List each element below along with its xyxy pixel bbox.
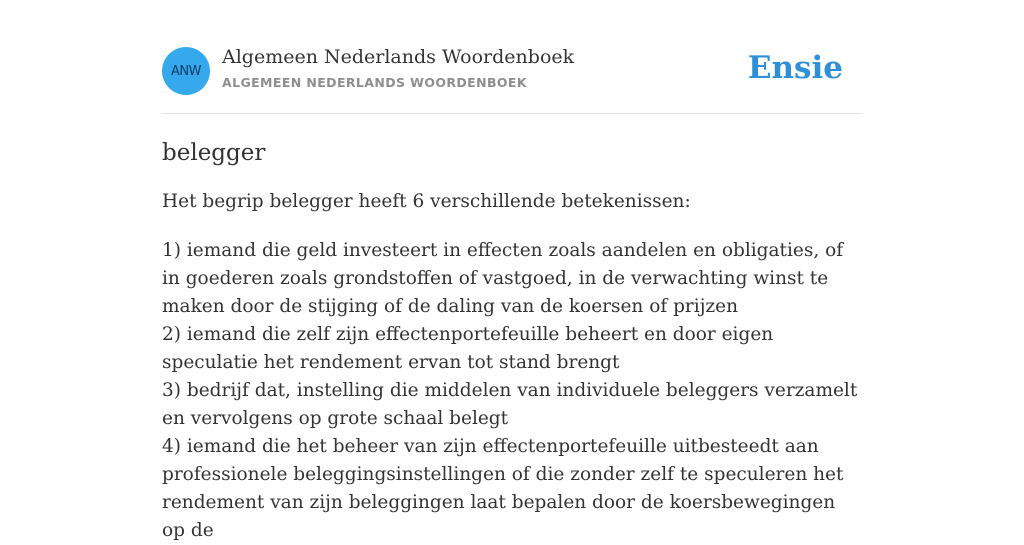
meaning-item: 4) iemand die het beheer van zijn effectenportefeuille uitbesteedt aan professionele beleggingsinstellingen of die zonder zelf te speculeren het rendement van zijn beleggingen laat bepalen door de koersbewegingen op de [162, 436, 844, 541]
meanings-list [162, 237, 862, 545]
ensie-logo-link[interactable]: Ensie [747, 50, 843, 86]
entry-intro: Het begrip belegger heeft 6 verschillende betekenissen: [162, 191, 691, 212]
meaning-item: 1) iemand die geld investeert in effecten zoals aandelen en obligaties, of in goederen zoals grondstoffen of vastgoed, in de verwachting winst te maken door de stijging of de daling van de koersen of prijzen [162, 240, 844, 317]
meaning-item: 3) bedrijf dat, instelling die middelen van individuele beleggers verzamelt en vervolgens op grote schaal belegt [162, 380, 858, 429]
site-title[interactable]: Algemeen Nederlands Woordenboek [222, 46, 575, 68]
meaning-item: 2) iemand die zelf zijn effectenportefeuille beheert en door eigen speculatie het rendement ervan tot stand brengt [162, 324, 774, 373]
site-subtitle: ALGEMEEN NEDERLANDS WOORDENBOEK [222, 75, 527, 90]
anw-logo[interactable]: ANW [162, 47, 210, 95]
page-content [162, 0, 862, 545]
entry-title: belegger [162, 140, 266, 166]
site-header [162, 47, 862, 114]
